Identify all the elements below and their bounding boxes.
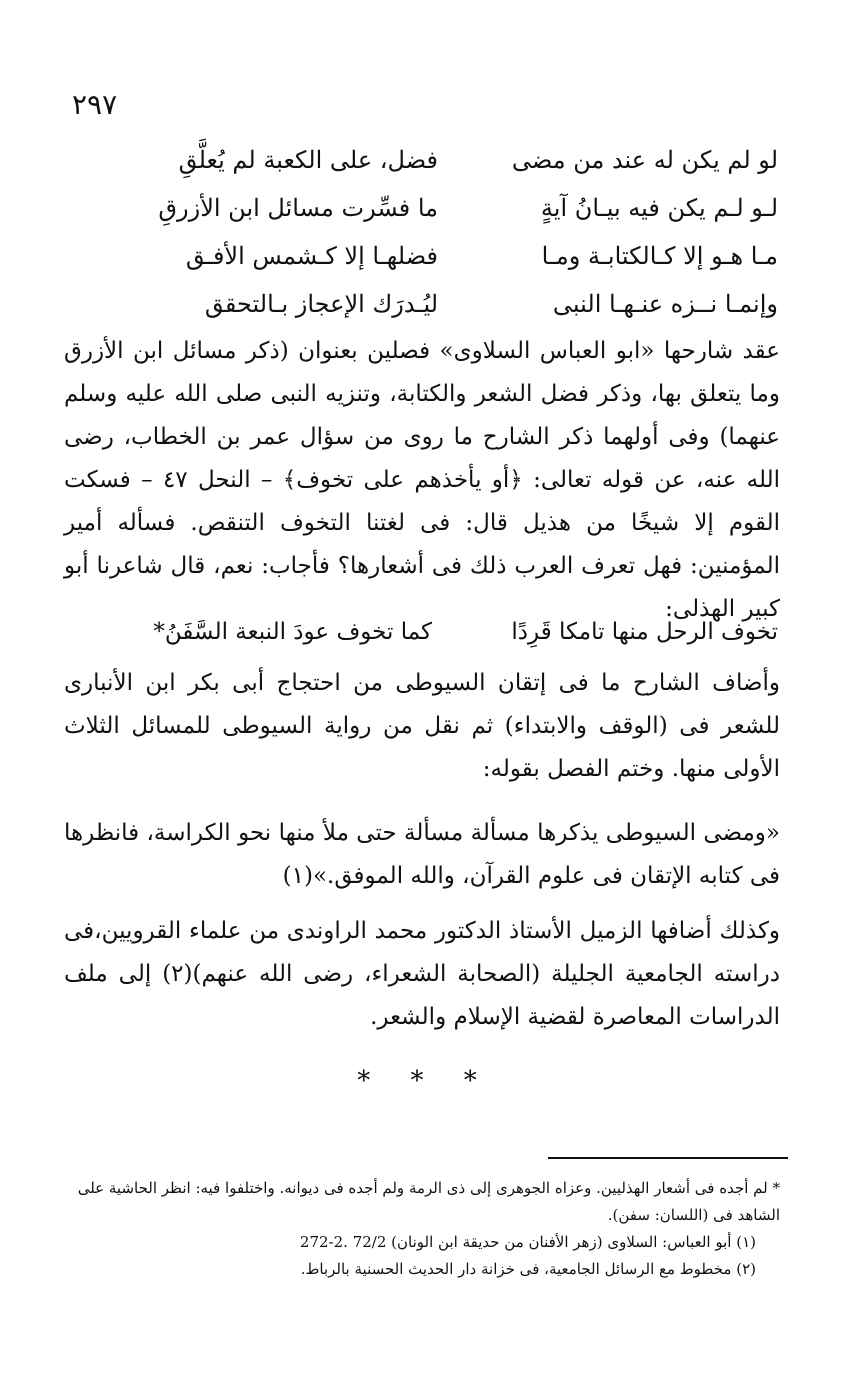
verse-line-2 [98, 184, 778, 232]
page-number: ٢٩٧ [72, 88, 118, 121]
paragraph-text: «ومضى السيوطى يذكرها مسألة مسألة حتى ملأ منها نحو الكراسة، فانظرها فى كتابه الإتقان فى علوم القرآن، والله الموفق.»(١) [64, 820, 780, 889]
verse-line-4 [98, 280, 778, 328]
hemistich-second: فضل، على الكعبة لم يُعلَّقِ [178, 146, 438, 174]
quoted-verse [88, 612, 778, 652]
footnote-2: (٢) مخطوط مع الرسائل الجامعية، فى خزانة دار الحديث الحسنية بالرباط. [300, 1260, 756, 1278]
paragraph-text: وأضاف الشارح ما فى إتقان السيوطى من احتجاج أبى بكر ابن الأنبارى للشعر فى (الوقف والابتداء) ثم نقل من رواية السيوطى للمسائل الثلاث الأولى منها. وختم الفصل بقوله: [64, 670, 780, 782]
poem-block [98, 136, 778, 328]
paragraph-commentary [64, 330, 780, 631]
paragraph-suyuti [64, 662, 780, 791]
hemistich-second: ما فسِّرت مسائل ابن الأزرقِ [158, 194, 438, 222]
hemistich-second: ليُـدرَك الإعجاز بـالتحقق [204, 290, 438, 318]
hemistich-first: لو لم يكن له عند من مضى [511, 146, 778, 174]
hemistich-first: لـو لـم يكن فيه بيـانُ آيةٍ [540, 194, 778, 222]
footnote-1: (١) أبو العباس: السلاوى (زهر الأفنان من حديقة ابن الونان) 72/2 .2-272 [299, 1233, 756, 1251]
hemistich-second: كما تخوف عودَ النبعة السَّفَنُ* [153, 619, 432, 645]
paragraph-text: عقد شارحها «ابو العباس السلاوى» فصلين بعنوان (ذكر مسائل ابن الأزرق وما يتعلق بها، وذكر فضل الشعر والكتابة، وتنزيه النبى صلى الله عليه وسلم عنهما) وفى أولهما ذكر الشارح ما روى من سؤال عمر بن الخطاب، رضى الله عنه، عن قوله تعالى: ﴿أو يأخذهم على تخوف﴾ – النحل ٤٧ – فسكت القوم إلا شيخًا من هذيل قال: فى لغتنا التخوف التنقص. فسأله أمير المؤمنين: فهل تعرف العرب ذلك فى أشعارها؟ فأجاب: نعم، قال شاعرنا أبو كبير الهذلى: [64, 338, 781, 622]
hemistich-first: وإنمـا نــزه عنـهـا النبى [552, 290, 778, 318]
hemistich-second: فضلهـا إلا كـشمس الأفـق [185, 242, 438, 270]
section-separator: * * * [357, 1066, 493, 1096]
verse-line-1 [98, 136, 778, 184]
paragraph-text: وكذلك أضافها الزميل الأستاذ الدكتور محمد الراوندى من علماء القرويين،فى دراسته الجامعية الجليلة (الصحابة الشعراء، رضى الله عنهم)(٢) إلى ملف الدراسات المعاصرة لقضية الإسلام والشعر. [64, 918, 781, 1030]
footnote-rule [548, 1157, 788, 1159]
paragraph-rawandi [64, 910, 780, 1039]
verse-line-3 [98, 232, 778, 280]
hemistich-first: تخوف الرحل منها تامكا قَرِدًا [511, 619, 778, 645]
hemistich-first: مـا هـو إلا كـالكتابـة ومـا [541, 242, 778, 270]
footnotes [64, 1175, 780, 1283]
footnote-star: * لم أجده فى أشعار الهذليين. وعزاه الجوهرى إلى ذى الرمة ولم أجده فى ديوانه. واختلفوا فيه: انظر الحاشية على الشاهد فى (اللسان: سفن). [77, 1179, 780, 1224]
paragraph-quotation [64, 812, 780, 898]
